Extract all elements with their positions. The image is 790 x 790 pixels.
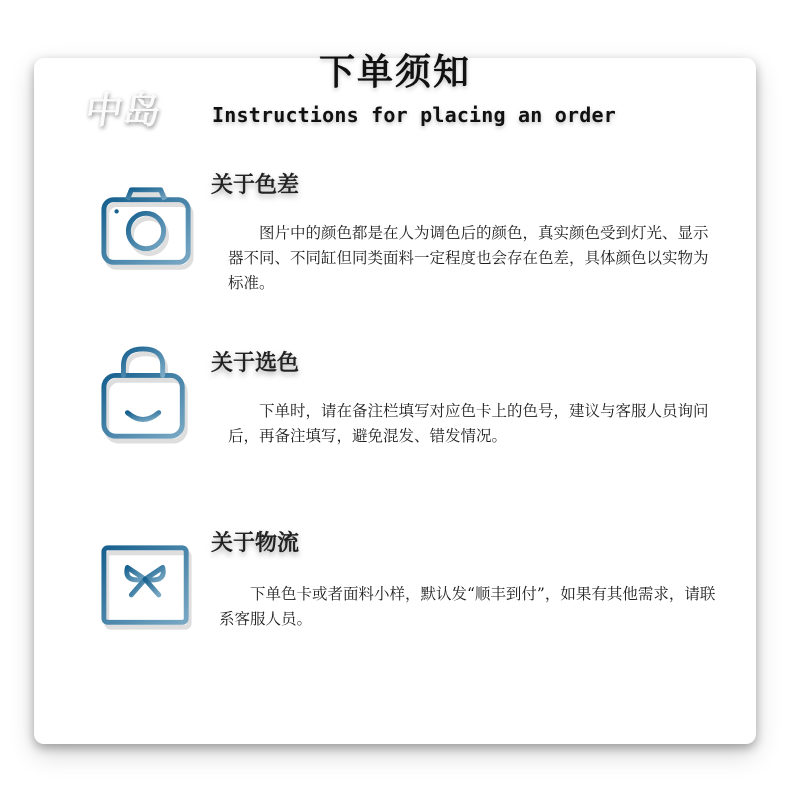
shopping-bag-icon — [98, 346, 196, 444]
camera-icon — [98, 182, 196, 280]
brand-watermark: 中岛 — [82, 89, 165, 132]
section-body: 下单时，请在备注栏填写对应色卡上的色号，建议与客服人员询问后，再备注填写，避免混发、错发情况。 — [228, 402, 709, 445]
section-body: 下单色卡或者面料小样，默认发“顺丰到付”，如果有其他需求，请联系客服人员。 — [219, 585, 716, 628]
page-subtitle: Instructions for placing an order — [212, 103, 616, 127]
section-title: 关于色差 — [211, 173, 300, 198]
section-title: 关于选色 — [211, 351, 300, 376]
section-body: 图片中的颜色都是在人为调色后的颜色，真实颜色受到灯光、显示器不同、不同缸但同类面料一定程度也会存在色差，具体颜色以实物为标准。 — [228, 224, 709, 292]
gift-box-icon — [98, 540, 196, 638]
section-title: 关于物流 — [211, 531, 300, 556]
page-title: 下单须知 — [318, 52, 471, 93]
